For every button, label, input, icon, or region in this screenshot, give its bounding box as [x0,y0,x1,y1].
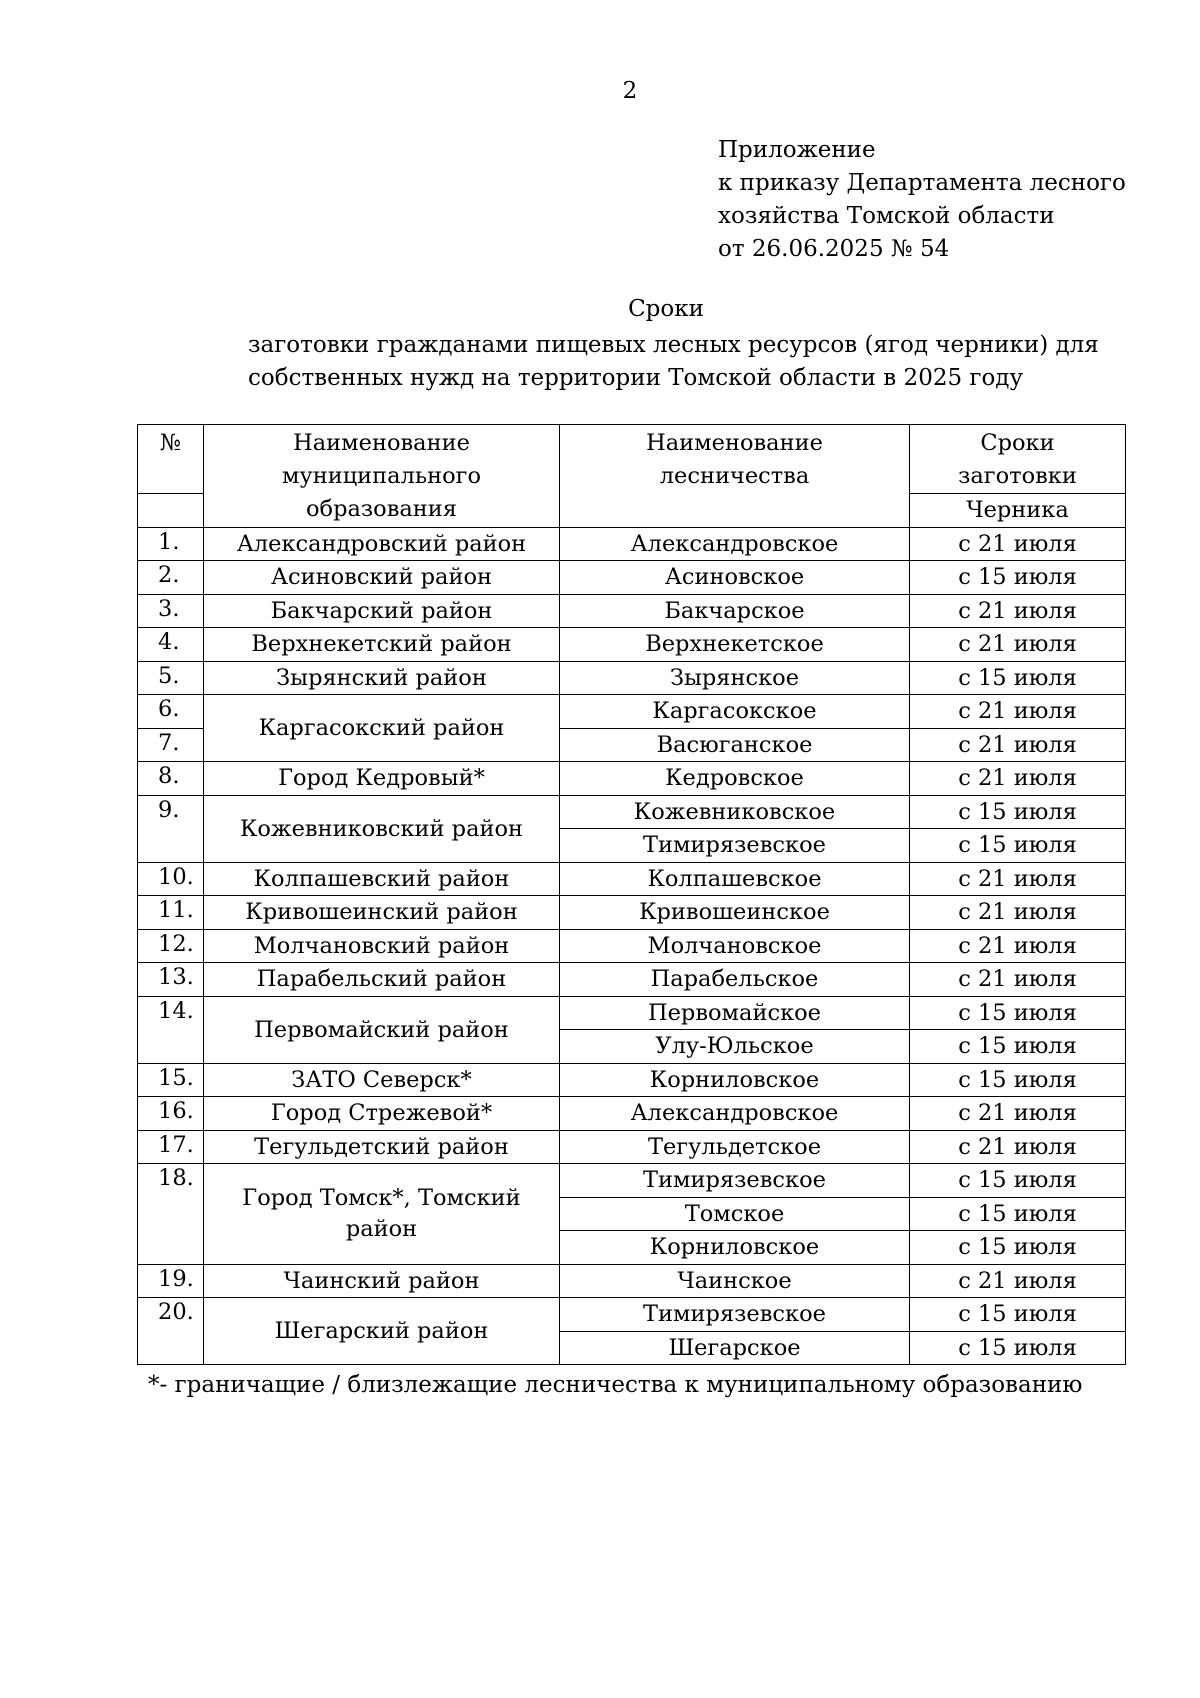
date-cell: с 15 июля [910,1231,1126,1265]
header-line: лесничества [659,463,810,489]
municipality-cell: Каргасокский район [204,695,560,762]
municipality-line: Город Томск*, Томский [242,1184,521,1211]
forestry-cell: Кедровское [560,762,910,796]
table-row [138,762,1126,796]
forestry-cell: Молчановское [560,929,910,963]
forestry-cell: Корниловское [560,1231,910,1265]
table-row [138,996,1126,1030]
table-row [138,862,1126,896]
appendix-line: хозяйства Томской области [718,203,1055,229]
table-row [138,1097,1126,1131]
header-num: № [138,425,204,494]
date-cell: с 21 июля [910,728,1126,762]
table-row [138,561,1126,595]
row-number: 17. [138,1130,204,1164]
date-cell: с 15 июля [910,1331,1126,1365]
appendix-block [718,134,1126,266]
forestry-cell: Александровское [560,527,910,561]
forestry-cell: Кожевниковское [560,795,910,829]
forestry-cell: Бакчарское [560,594,910,628]
municipality-cell [204,1164,560,1265]
municipality-cell: ЗАТО Северск* [204,1063,560,1097]
header-num-cont [138,494,204,528]
row-number: 9. [138,795,204,862]
forestry-cell: Парабельское [560,963,910,997]
forestry-cell: Александровское [560,1097,910,1131]
table-row [138,527,1126,561]
municipality-cell: Асиновский район [204,561,560,595]
municipality-cell: Верхнекетский район [204,628,560,662]
appendix-line: от 26.06.2025 № 54 [718,236,950,262]
municipality-cell: Первомайский район [204,996,560,1063]
row-number: 4. [138,628,204,662]
forestry-cell: Колпашевское [560,862,910,896]
footnote: *- граничащие / близлежащие лесничества к муниципальному образованию [148,1372,1083,1398]
row-number: 12. [138,929,204,963]
date-cell: с 15 июля [910,661,1126,695]
row-number: 7. [138,728,204,762]
date-cell: с 21 июля [910,594,1126,628]
date-cell: с 15 июля [910,829,1126,863]
row-number: 1. [138,527,204,561]
forestry-cell: Томское [560,1197,910,1231]
row-number: 5. [138,661,204,695]
date-cell: с 21 июля [910,862,1126,896]
municipality-cell: Шегарский район [204,1298,560,1365]
header-blueberry: Черника [910,494,1126,528]
date-cell: с 21 июля [910,695,1126,729]
municipality-cell: Кожевниковский район [204,795,560,862]
forestry-cell: Каргасокское [560,695,910,729]
forestry-cell: Чаинское [560,1264,910,1298]
header-municipality [204,425,560,528]
document-subtitle [248,329,1099,395]
table-row [138,695,1126,729]
appendix-line: Приложение [718,137,876,163]
forestry-cell: Тимирязевское [560,829,910,863]
date-cell: с 21 июля [910,963,1126,997]
date-cell: с 15 июля [910,1298,1126,1332]
municipality-cell: Колпашевский район [204,862,560,896]
forestry-cell: Тимирязевское [560,1164,910,1198]
row-number: 15. [138,1063,204,1097]
municipality-line: район [345,1215,418,1242]
row-number: 6. [138,695,204,729]
date-cell: с 21 июля [910,527,1126,561]
date-cell: с 15 июля [910,795,1126,829]
table-row [138,594,1126,628]
municipality-cell: Тегульдетский район [204,1130,560,1164]
date-cell: с 15 июля [910,561,1126,595]
municipality-cell: Зырянский район [204,661,560,695]
forestry-cell: Асиновское [560,561,910,595]
forestry-cell: Шегарское [560,1331,910,1365]
municipality-cell: Город Кедровый* [204,762,560,796]
header-line: Сроки [980,430,1055,456]
subtitle-line: собственных нужд на территории Томской области в 2025 году [248,365,1023,391]
forestry-cell: Васюганское [560,728,910,762]
row-number: 8. [138,762,204,796]
table-row [138,1298,1126,1332]
date-cell: с 15 июля [910,996,1126,1030]
header-line: Наименование [293,430,470,456]
forestry-cell: Тегульдетское [560,1130,910,1164]
forestry-cell: Первомайское [560,996,910,1030]
header-line: Наименование [646,430,823,456]
appendix-line: к приказу Департамента лесного [718,170,1126,196]
document-title: Сроки [628,296,704,322]
forestry-cell: Кривошеинское [560,896,910,930]
table-row [138,929,1126,963]
header-line: заготовки [958,463,1077,489]
municipality-cell: Чаинский район [204,1264,560,1298]
date-cell: с 21 июля [910,1264,1126,1298]
municipality-cell: Кривошеинский район [204,896,560,930]
page-number: 2 [622,78,638,104]
forestry-cell: Улу-Юльское [560,1030,910,1064]
table-row [138,963,1126,997]
date-cell: с 21 июля [910,628,1126,662]
row-number: 18. [138,1164,204,1265]
forestry-cell: Верхнекетское [560,628,910,662]
harvest-terms-table [137,424,1126,1365]
date-cell: с 15 июля [910,1164,1126,1198]
subtitle-line: заготовки гражданами пищевых лесных ресурсов (ягод черники) для [248,332,1099,358]
forestry-cell: Тимирязевское [560,1298,910,1332]
date-cell: с 15 июля [910,1197,1126,1231]
date-cell: с 21 июля [910,762,1126,796]
forestry-cell: Корниловское [560,1063,910,1097]
row-number: 10. [138,862,204,896]
municipality-cell: Бакчарский район [204,594,560,628]
table-row [138,661,1126,695]
header-terms [910,425,1126,494]
table-row [138,896,1126,930]
date-cell: с 21 июля [910,896,1126,930]
row-number: 11. [138,896,204,930]
date-cell: с 21 июля [910,929,1126,963]
row-number: 13. [138,963,204,997]
row-number: 14. [138,996,204,1063]
municipality-cell: Александровский район [204,527,560,561]
date-cell: с 21 июля [910,1130,1126,1164]
row-number: 2. [138,561,204,595]
row-number: 3. [138,594,204,628]
row-number: 19. [138,1264,204,1298]
table-row [138,628,1126,662]
table-row [138,1164,1126,1198]
table-row [138,1063,1126,1097]
date-cell: с 21 июля [910,1097,1126,1131]
header-line: муниципального [281,463,482,489]
table-row [138,795,1126,829]
date-cell: с 15 июля [910,1030,1126,1064]
municipality-cell: Город Стрежевой* [204,1097,560,1131]
row-number: 20. [138,1298,204,1365]
row-number: 16. [138,1097,204,1131]
header-forestry [560,425,910,528]
forestry-cell: Зырянское [560,661,910,695]
table-row [138,1264,1126,1298]
date-cell: с 15 июля [910,1063,1126,1097]
municipality-cell: Молчановский район [204,929,560,963]
table-row [138,1130,1126,1164]
header-line: образования [306,496,457,522]
municipality-cell: Парабельский район [204,963,560,997]
